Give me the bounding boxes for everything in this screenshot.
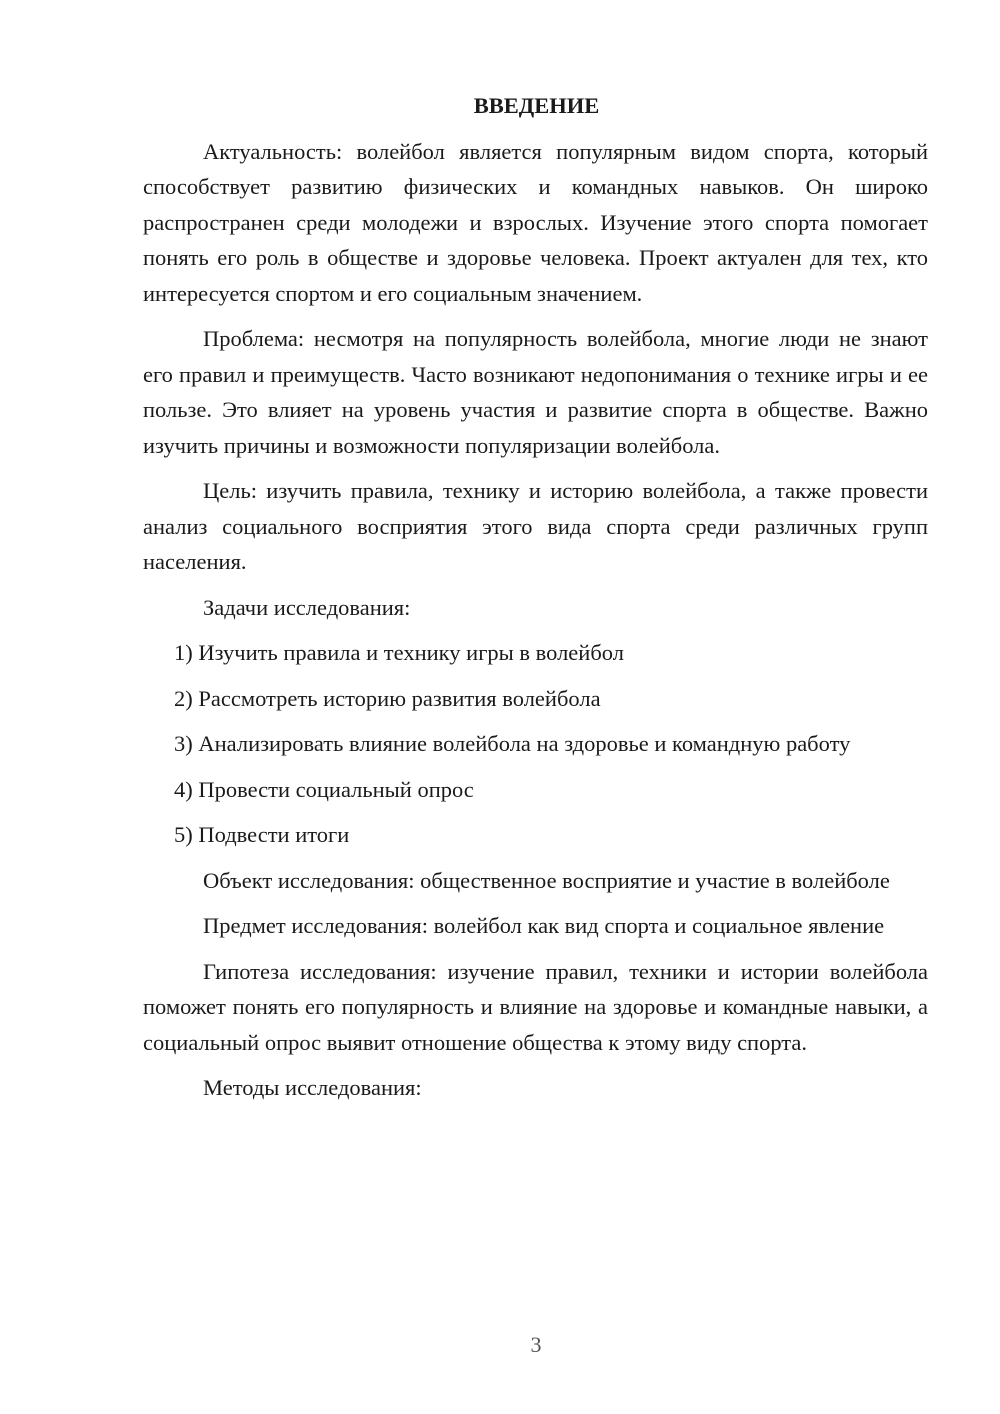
task-item: 1) Изучить правила и технику игры в волейбол xyxy=(174,640,624,665)
task-item: 3) Анализировать влияние волейбола на здоровье и командную работу xyxy=(174,731,851,756)
page-title: ВВЕДЕНИЕ xyxy=(473,93,600,118)
methods-heading: Методы исследования: xyxy=(203,1075,422,1100)
tasks-heading: Задачи исследования: xyxy=(203,594,411,620)
page-number: 3 xyxy=(530,1332,542,1357)
object-paragraph: Объект исследования: общественное восприятие и участие в волейболе xyxy=(203,867,890,893)
task-item: 2) Рассмотреть историю развития волейбола xyxy=(174,685,601,711)
goal-paragraph: Цель: изучить правила, технику и историю волейбола, а также провести анализ социального восприятия этого вида спорта среди различных групп населения. xyxy=(143,478,928,574)
hypothesis-paragraph: Гипотеза исследования: изучение правил, техники и истории волейбола поможет понять его популярность и влияние на здоровье и командные навыки, а социальный опрос выявит отношение общества к этому виду спорта. xyxy=(143,958,928,1055)
subject-paragraph: Предмет исследования: волейбол как вид спорта и социальное явление xyxy=(203,913,885,938)
relevance-paragraph: Актуальность: волейбол является популярным видом спорта, который способствует развитию физических и командных навыков. Он широко распространен среди молодежи и взрослых. Изучение этого спорта помогает понять его роль в обществе и здоровье человека. Проект актуален для тех, кто интересуется спортом и его социальным значением. xyxy=(143,138,928,306)
task-item: 5) Подвести итоги xyxy=(174,822,350,847)
problem-paragraph: Проблема: несмотря на популярность волейбола, многие люди не знают его правил и преимуществ. Часто возникают недопонимания о технике игры и ее пользе. Это влияет на уровень участия и развитие спорта в обществе. Важно изучить причины и возможности популяризации волейбола. xyxy=(143,326,928,458)
document-page xyxy=(143,88,928,1116)
task-item: 4) Провести социальный опрос xyxy=(174,776,474,802)
